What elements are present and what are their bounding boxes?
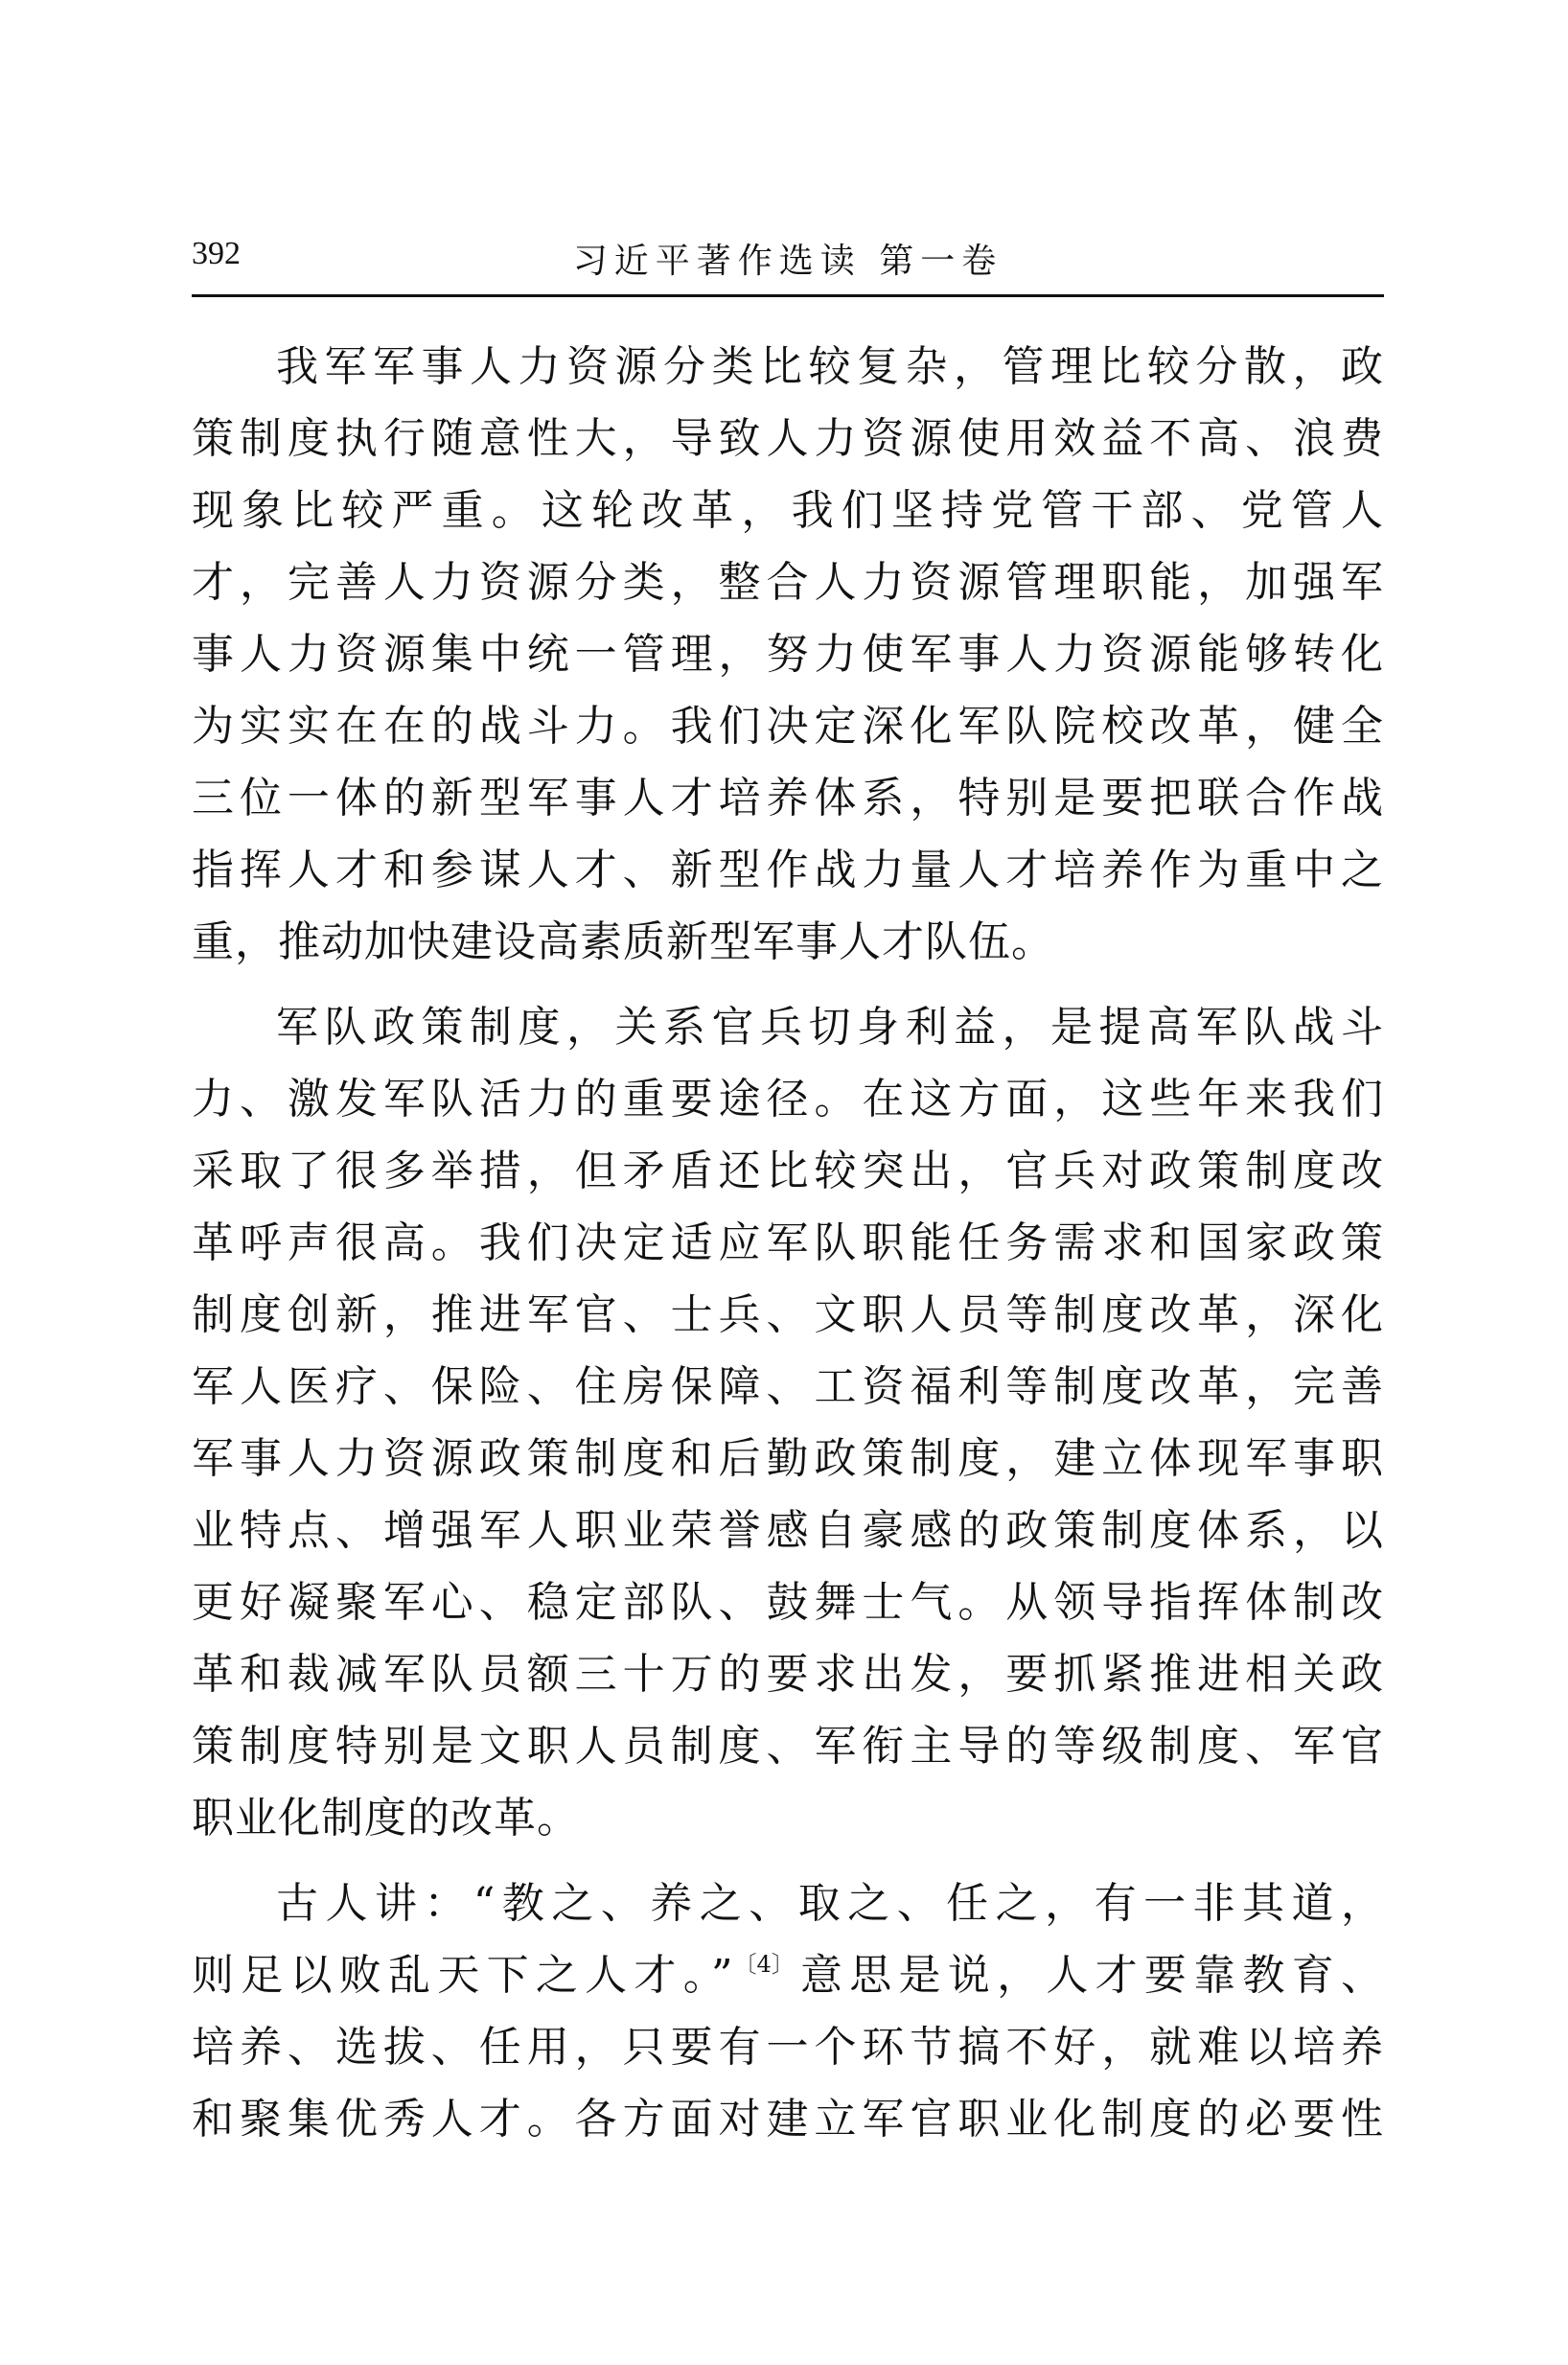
text-line: 力、激发军队活力的重要途径。在这方面，这些年来我们: [192, 1075, 1384, 1124]
text-line: 职业化制度的改革。: [192, 1794, 580, 1843]
text-line: 和聚集优秀人才。各方面对建立军官职业化制度的必要性: [192, 2095, 1384, 2144]
text-line: 培养、选拔、任用，只要有一个环节搞不好，就难以培养: [192, 2023, 1384, 2072]
paragraph: [192, 1867, 1384, 2155]
text-line: 更好凝聚军心、稳定部队、鼓舞士气。从领导指挥体制改: [192, 1578, 1384, 1627]
text-line: 业特点、增强军人职业荣誉感自豪感的政策制度体系，以: [192, 1506, 1384, 1555]
text-line: 军人医疗、保险、住房保障、工资福利等制度改革，完善: [192, 1362, 1384, 1411]
text-line: 才，完善人力资源分类，整合人力资源管理职能，加强军: [192, 558, 1384, 607]
text-line: 采取了很多举措，但矛盾还比较突出，官兵对政策制度改: [192, 1147, 1384, 1195]
quote-text: 则足以败乱天下之人才。”: [192, 1951, 734, 2000]
text-line: 古人讲：“教之、养之、取之、任之，有一非其道，: [276, 1879, 1384, 1928]
text-line: 军事人力资源政策制度和后勤政策制度，建立体现军事职: [192, 1434, 1384, 1483]
line-text: 意思是说，人才要靠教育、: [794, 1951, 1384, 2000]
body-text: [192, 331, 1384, 2155]
text-line: 策制度执行随意性大，导致人力资源使用效益不高、浪费: [192, 414, 1384, 463]
header-rule: [192, 294, 1384, 297]
text-line: 重，推动加快建设高素质新型军事人才队伍。: [192, 917, 1054, 966]
page-header: [192, 226, 1384, 295]
text-line: 军队政策制度，关系官兵切身利益，是提高军队战斗: [276, 1003, 1384, 1052]
text-line: 我军军事人力资源分类比较复杂，管理比较分散，政: [276, 342, 1384, 391]
text-line: 指挥人才和参谋人才、新型作战力量人才培养作为重中之: [192, 846, 1384, 894]
text-line: 制度创新，推进军官、士兵、文职人员等制度改革，深化: [192, 1290, 1384, 1339]
text-line: 三位一体的新型军事人才培养体系，特别是要把联合作战: [192, 774, 1384, 823]
text-line: 事人力资源集中统一管理，努力使军事人力资源能够转化: [192, 630, 1384, 679]
running-title: 习近平著作选读 第一卷: [572, 242, 1003, 281]
text-line: 为实实在在的战斗力。我们决定深化军队院校改革，健全: [192, 702, 1384, 751]
text-line: 革和裁减军队员额三十万的要求出发，要抓紧推进相关政: [192, 1650, 1384, 1699]
paragraph: [192, 991, 1384, 1854]
text-line: 现象比较严重。这轮改革，我们坚持党管干部、党管人: [192, 486, 1384, 535]
footnote-marker[interactable]: 〔4〕: [733, 1951, 795, 1978]
text-line: 革呼声很高。我们决定适应军队职能任务需求和国家政策: [192, 1218, 1384, 1267]
text-line: 策制度特别是文职人员制度、军衔主导的等级制度、军官: [192, 1722, 1384, 1771]
paragraph: [192, 331, 1384, 978]
text-line: [192, 1939, 1384, 2011]
page-number: 392: [192, 236, 241, 271]
